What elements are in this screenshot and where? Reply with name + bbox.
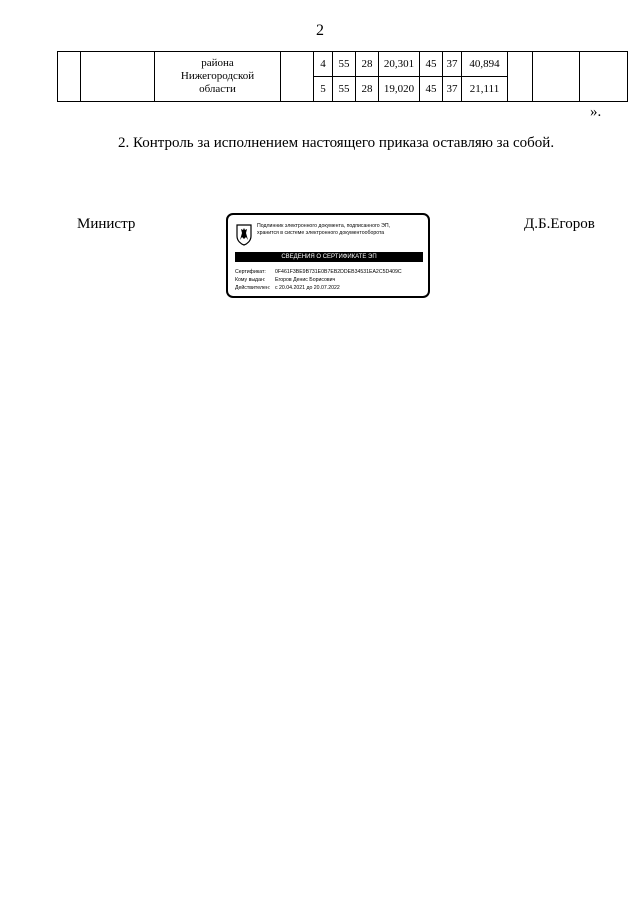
table-cell: 37 [443, 77, 462, 102]
signatory-name: Д.Б.Егоров [524, 216, 595, 232]
table-row [58, 52, 628, 77]
table-cell: 4 [314, 52, 333, 77]
table-cell: 40,894 [462, 52, 508, 77]
stamp-title: СВЕДЕНИЯ О СЕРТИФИКАТЕ ЭП [235, 252, 423, 262]
table-cell: 19,020 [379, 77, 420, 102]
region-line: области [199, 83, 236, 95]
table-cell [508, 52, 533, 102]
stamp-valid-row [235, 285, 340, 291]
table-cell [58, 52, 81, 102]
closing-quote: ». [590, 104, 602, 120]
order-paragraph: 2. Контроль за исполнением настоящего приказа оставляю за собой. [118, 135, 555, 151]
region-line: Нижегородской [180, 70, 255, 82]
data-table [57, 51, 628, 102]
table-cell: 5 [314, 77, 333, 102]
stamp-cert-label: Сертификат: [235, 269, 266, 275]
stamp-header [257, 223, 427, 237]
table-cell: 21,111 [462, 77, 508, 102]
table-cell [81, 52, 155, 102]
table-cell [580, 52, 628, 102]
table-cell: 28 [356, 52, 379, 77]
digital-signature-stamp [226, 213, 430, 298]
table-cell: 20,301 [379, 52, 420, 77]
table-cell [533, 52, 580, 102]
stamp-owner-row [235, 277, 335, 283]
signatory-position: Министр [77, 216, 136, 232]
stamp-owner-value: Егоров Денис Борисович [275, 277, 336, 283]
stamp-header-line: хранится в системе электронного документооборота [257, 230, 385, 236]
stamp-cert-row [235, 269, 402, 275]
stamp-valid-label: Действителен: [235, 285, 271, 291]
table-cell: 55 [333, 77, 356, 102]
table-cell: 55 [333, 52, 356, 77]
stamp-header-line: Подлинник электронного документа, подписанного ЭП, [257, 223, 391, 229]
table-cell: 28 [356, 77, 379, 102]
stamp-valid-value: с 20.04.2021 до 20.07.2022 [275, 285, 340, 291]
region-line: района [201, 57, 234, 69]
page-number: 2 [316, 22, 324, 39]
stamp-owner-label: Кому выдан: [235, 277, 266, 283]
table-cell [281, 52, 314, 102]
coat-of-arms-icon [236, 224, 252, 246]
stamp-cert-value: 0F461F3BE9B731E0B7EB2DDEB34531EA2C5D409C [275, 269, 402, 275]
region-cell [155, 52, 281, 102]
table-cell: 45 [420, 52, 443, 77]
table-cell: 45 [420, 77, 443, 102]
table-cell: 37 [443, 52, 462, 77]
